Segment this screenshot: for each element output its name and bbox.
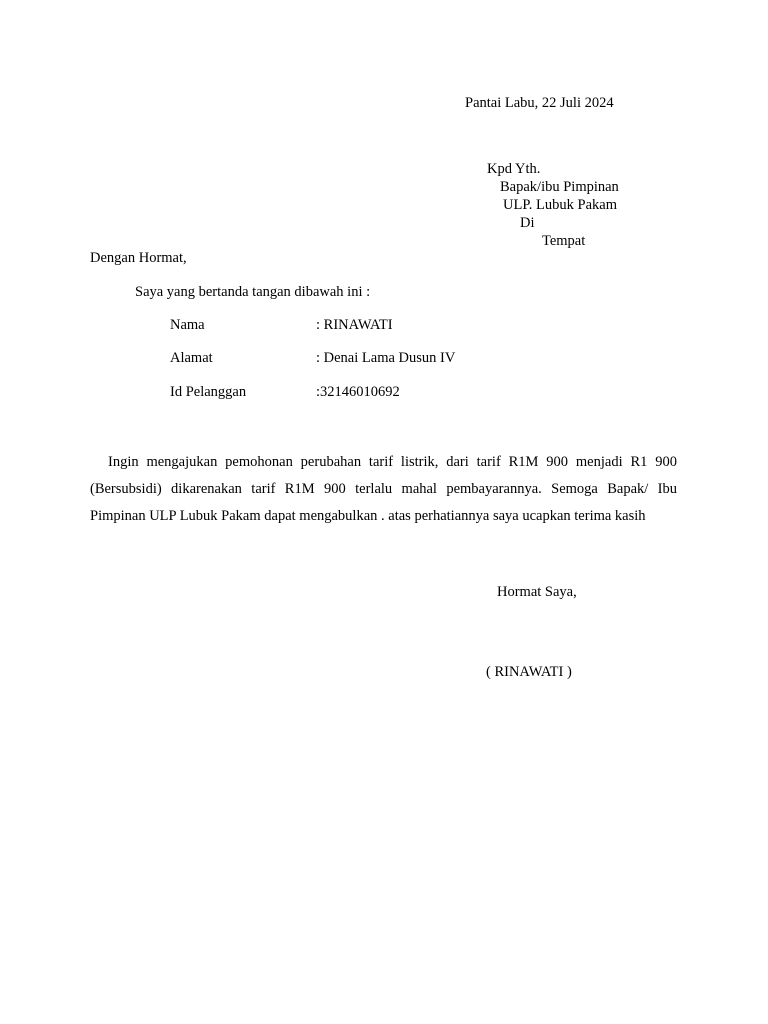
field-label-address: Alamat — [170, 350, 213, 366]
field-value-name: : RINAWATI — [316, 317, 393, 333]
recipient-line-3: ULP. Lubuk Pakam — [503, 197, 617, 213]
salutation: Dengan Hormat, — [90, 250, 187, 266]
signature-name: ( RINAWATI ) — [486, 664, 572, 680]
intro-line: Saya yang bertanda tangan dibawah ini : — [135, 284, 371, 300]
body-paragraph: Ingin mengajukan pemohonan perubahan tarif listrik, dari tarif R1M 900 menjadi R1 900 (Bersubsidi) dikarenakan tarif R1M 900 terlalu mahal pembayarannya. Semoga Bapak/ Ibu Pimpinan ULP Lubuk Pakam dapat mengabulkan . atas perhatiannya saya ucapkan terima kasih — [90, 454, 677, 524]
field-value-address: : Denai Lama Dusun IV — [316, 350, 456, 366]
recipient-line-4: Di — [520, 215, 535, 231]
closing: Hormat Saya, — [497, 584, 577, 600]
recipient-line-5: Tempat — [542, 233, 586, 249]
place-date: Pantai Labu, 22 Juli 2024 — [465, 95, 614, 111]
recipient-line-2: Bapak/ibu Pimpinan — [500, 179, 619, 195]
field-value-customer-id: :32146010692 — [316, 384, 400, 400]
field-label-name: Nama — [170, 317, 205, 333]
recipient-line-1: Kpd Yth. — [487, 161, 541, 177]
field-label-customer-id: Id Pelanggan — [170, 384, 247, 400]
